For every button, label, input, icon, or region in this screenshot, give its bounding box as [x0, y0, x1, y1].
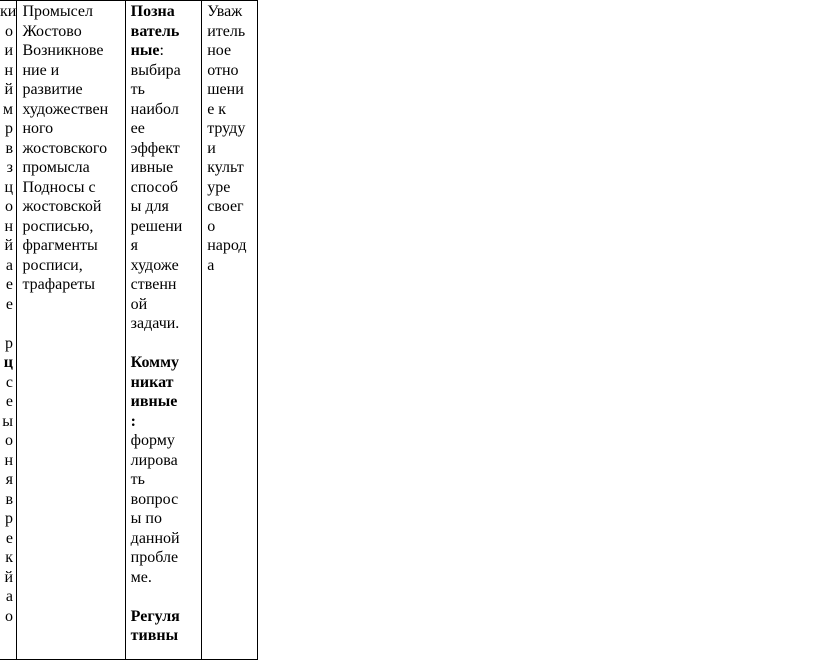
column-2-text-line: жостовского	[22, 139, 108, 157]
communicative-text-line: вопрос	[130, 490, 179, 508]
column-2-text	[17, 1, 124, 295]
column-1-text-fragment: м	[2, 100, 13, 118]
cognitive-text-line: ивные	[130, 159, 174, 176]
communicative-text-line: пробле	[130, 549, 179, 566]
communicative-text-line: ы по	[130, 510, 162, 527]
column-1-text-fragment: е	[5, 276, 13, 293]
column-1-text-fragment: о	[5, 198, 13, 215]
column-1-text-fragment: й	[4, 237, 13, 254]
column-1-text-fragment: о	[5, 432, 13, 449]
cognitive-heading-line-1: Позна	[130, 3, 175, 20]
cell-column-3	[125, 1, 202, 660]
communicative-text-line: данной	[130, 529, 180, 547]
column-1-text-fragment: о	[5, 22, 13, 40]
column-2-text-line: Жостово	[22, 22, 82, 40]
cognitive-text-line: ее	[130, 120, 145, 137]
cell-column-4	[202, 1, 258, 660]
cognitive-text-line: способ	[130, 178, 178, 196]
column-2-text-line: художествен	[22, 100, 109, 118]
column-1-text-fragment: и	[4, 42, 13, 59]
column-2-text-line: росписи,	[22, 256, 83, 274]
cognitive-text-line: задачи.	[130, 315, 180, 332]
regulative-heading	[131, 607, 200, 646]
column-2-text-line: Промысел	[22, 3, 93, 20]
cognitive-text	[131, 61, 200, 334]
column-4-text-line: уре	[207, 178, 231, 196]
column-2-text-line: промысла	[22, 159, 90, 176]
column-1-text-fragment: е	[5, 393, 13, 410]
column-4-text-line: народ	[207, 237, 247, 254]
column-2-text-line: жостовской	[22, 198, 102, 215]
column-2-text-line: трафареты	[22, 276, 96, 293]
column-4-text-line: и	[207, 139, 216, 157]
column-1-text-fragment: ц	[4, 178, 13, 196]
column-1-text-fragment: н	[4, 217, 13, 235]
communicative-heading	[131, 353, 200, 431]
communicative-text-line: ме.	[130, 568, 152, 586]
column-2-text-line: Возникнове	[22, 42, 104, 59]
column-4-text-line: итель	[207, 22, 246, 40]
cognitive-text-line: ой	[130, 295, 148, 313]
column-2-text-line: Подносы с	[22, 178, 96, 196]
column-1-text-fragment: е	[5, 529, 13, 547]
communicative-text-line: форму	[130, 432, 175, 449]
cognitive-text-line: наибол	[130, 100, 179, 118]
lesson-plan-table	[0, 0, 258, 660]
column-1-text-fragment	[0, 314, 13, 334]
column-4-text-line: Уваж	[207, 3, 243, 20]
column-4-text-line: шени	[207, 81, 244, 98]
communicative-heading-line: :	[130, 412, 136, 430]
column-1-text-fragment: р	[5, 120, 13, 137]
column-1-text-fragment: я	[5, 471, 13, 488]
column-4-text-line: культ	[207, 159, 244, 176]
column-1-text-fragment: е	[5, 295, 13, 313]
column-4-text-line: отно	[207, 61, 239, 79]
column-4-text-line: ное	[207, 42, 232, 59]
regulative-heading-line: тивны	[130, 627, 179, 644]
cognitive-text-line: эффект	[130, 139, 180, 157]
cognitive-text-line: художе	[130, 256, 179, 274]
cognitive-heading-word: ные	[130, 42, 160, 59]
paragraph-gap	[131, 334, 200, 354]
communicative-text-line: ть	[130, 471, 145, 488]
column-2-text-line: фрагменты	[22, 237, 98, 254]
cognitive-heading-line-2: ватель	[130, 22, 180, 40]
column-1-text-fragment: р	[5, 334, 13, 352]
column-1-text-fragment: к	[5, 549, 13, 566]
document-table-container	[0, 0, 258, 644]
column-1-text-fragment: ы	[2, 412, 13, 430]
cognitive-text-line: ы для	[130, 198, 169, 215]
communicative-heading-line: никат	[130, 373, 174, 391]
communicative-text-line: лирова	[130, 451, 178, 469]
column-1-text-fragment: а	[5, 588, 13, 605]
column-1-text-fragment: с	[5, 373, 13, 391]
column-2-text-line: росписью,	[22, 217, 94, 235]
communicative-heading-line: Комму	[130, 354, 179, 371]
column-1-text-fragment: з	[6, 159, 13, 176]
communicative-text	[131, 431, 200, 587]
column-1-text-fragment: а	[5, 256, 13, 274]
column-1-text-fragment: й	[4, 81, 13, 98]
cognitive-heading-line-3	[131, 41, 200, 61]
column-4-text-line: е к	[207, 100, 227, 118]
column-4-text	[202, 1, 257, 275]
paragraph-gap	[131, 587, 200, 607]
cell-column-1	[0, 1, 17, 660]
column-4-text-line: своег	[207, 198, 244, 215]
column-1-text-fragment: в	[5, 490, 13, 508]
cognitive-text-line: ть	[130, 81, 145, 98]
column-2-text-line: ного	[22, 120, 54, 137]
column-3-text	[126, 1, 202, 646]
column-1-text	[0, 1, 17, 626]
regulative-heading-line: Регуля	[130, 607, 180, 625]
cognitive-text-line: выбира	[130, 61, 181, 79]
column-1-text-fragment: ки	[0, 3, 17, 20]
column-1-text-fragment: в	[5, 139, 13, 157]
column-1-text-fragment: й	[4, 568, 13, 586]
column-1-text-fragment: н	[4, 451, 13, 469]
table-row	[0, 1, 258, 660]
column-1-text-fragment: н	[4, 61, 13, 79]
column-2-text-line: ние и	[22, 61, 60, 79]
column-1-text-fragment: р	[5, 510, 13, 527]
column-1-text-fragment: ц	[3, 354, 13, 371]
column-2-text-line: развитие	[22, 81, 83, 98]
cognitive-text-line: я	[130, 237, 139, 254]
column-1-text-fragment: о	[5, 607, 13, 625]
column-4-text-line: о	[207, 217, 216, 235]
cognitive-colon: :	[159, 42, 164, 59]
column-4-text-line: а	[207, 256, 215, 274]
cognitive-text-line: ственн	[130, 276, 177, 293]
communicative-heading-line: ивные	[130, 393, 178, 410]
column-4-text-line: труду	[207, 120, 246, 137]
cell-column-2	[17, 1, 125, 660]
cognitive-text-line: решени	[130, 217, 183, 235]
